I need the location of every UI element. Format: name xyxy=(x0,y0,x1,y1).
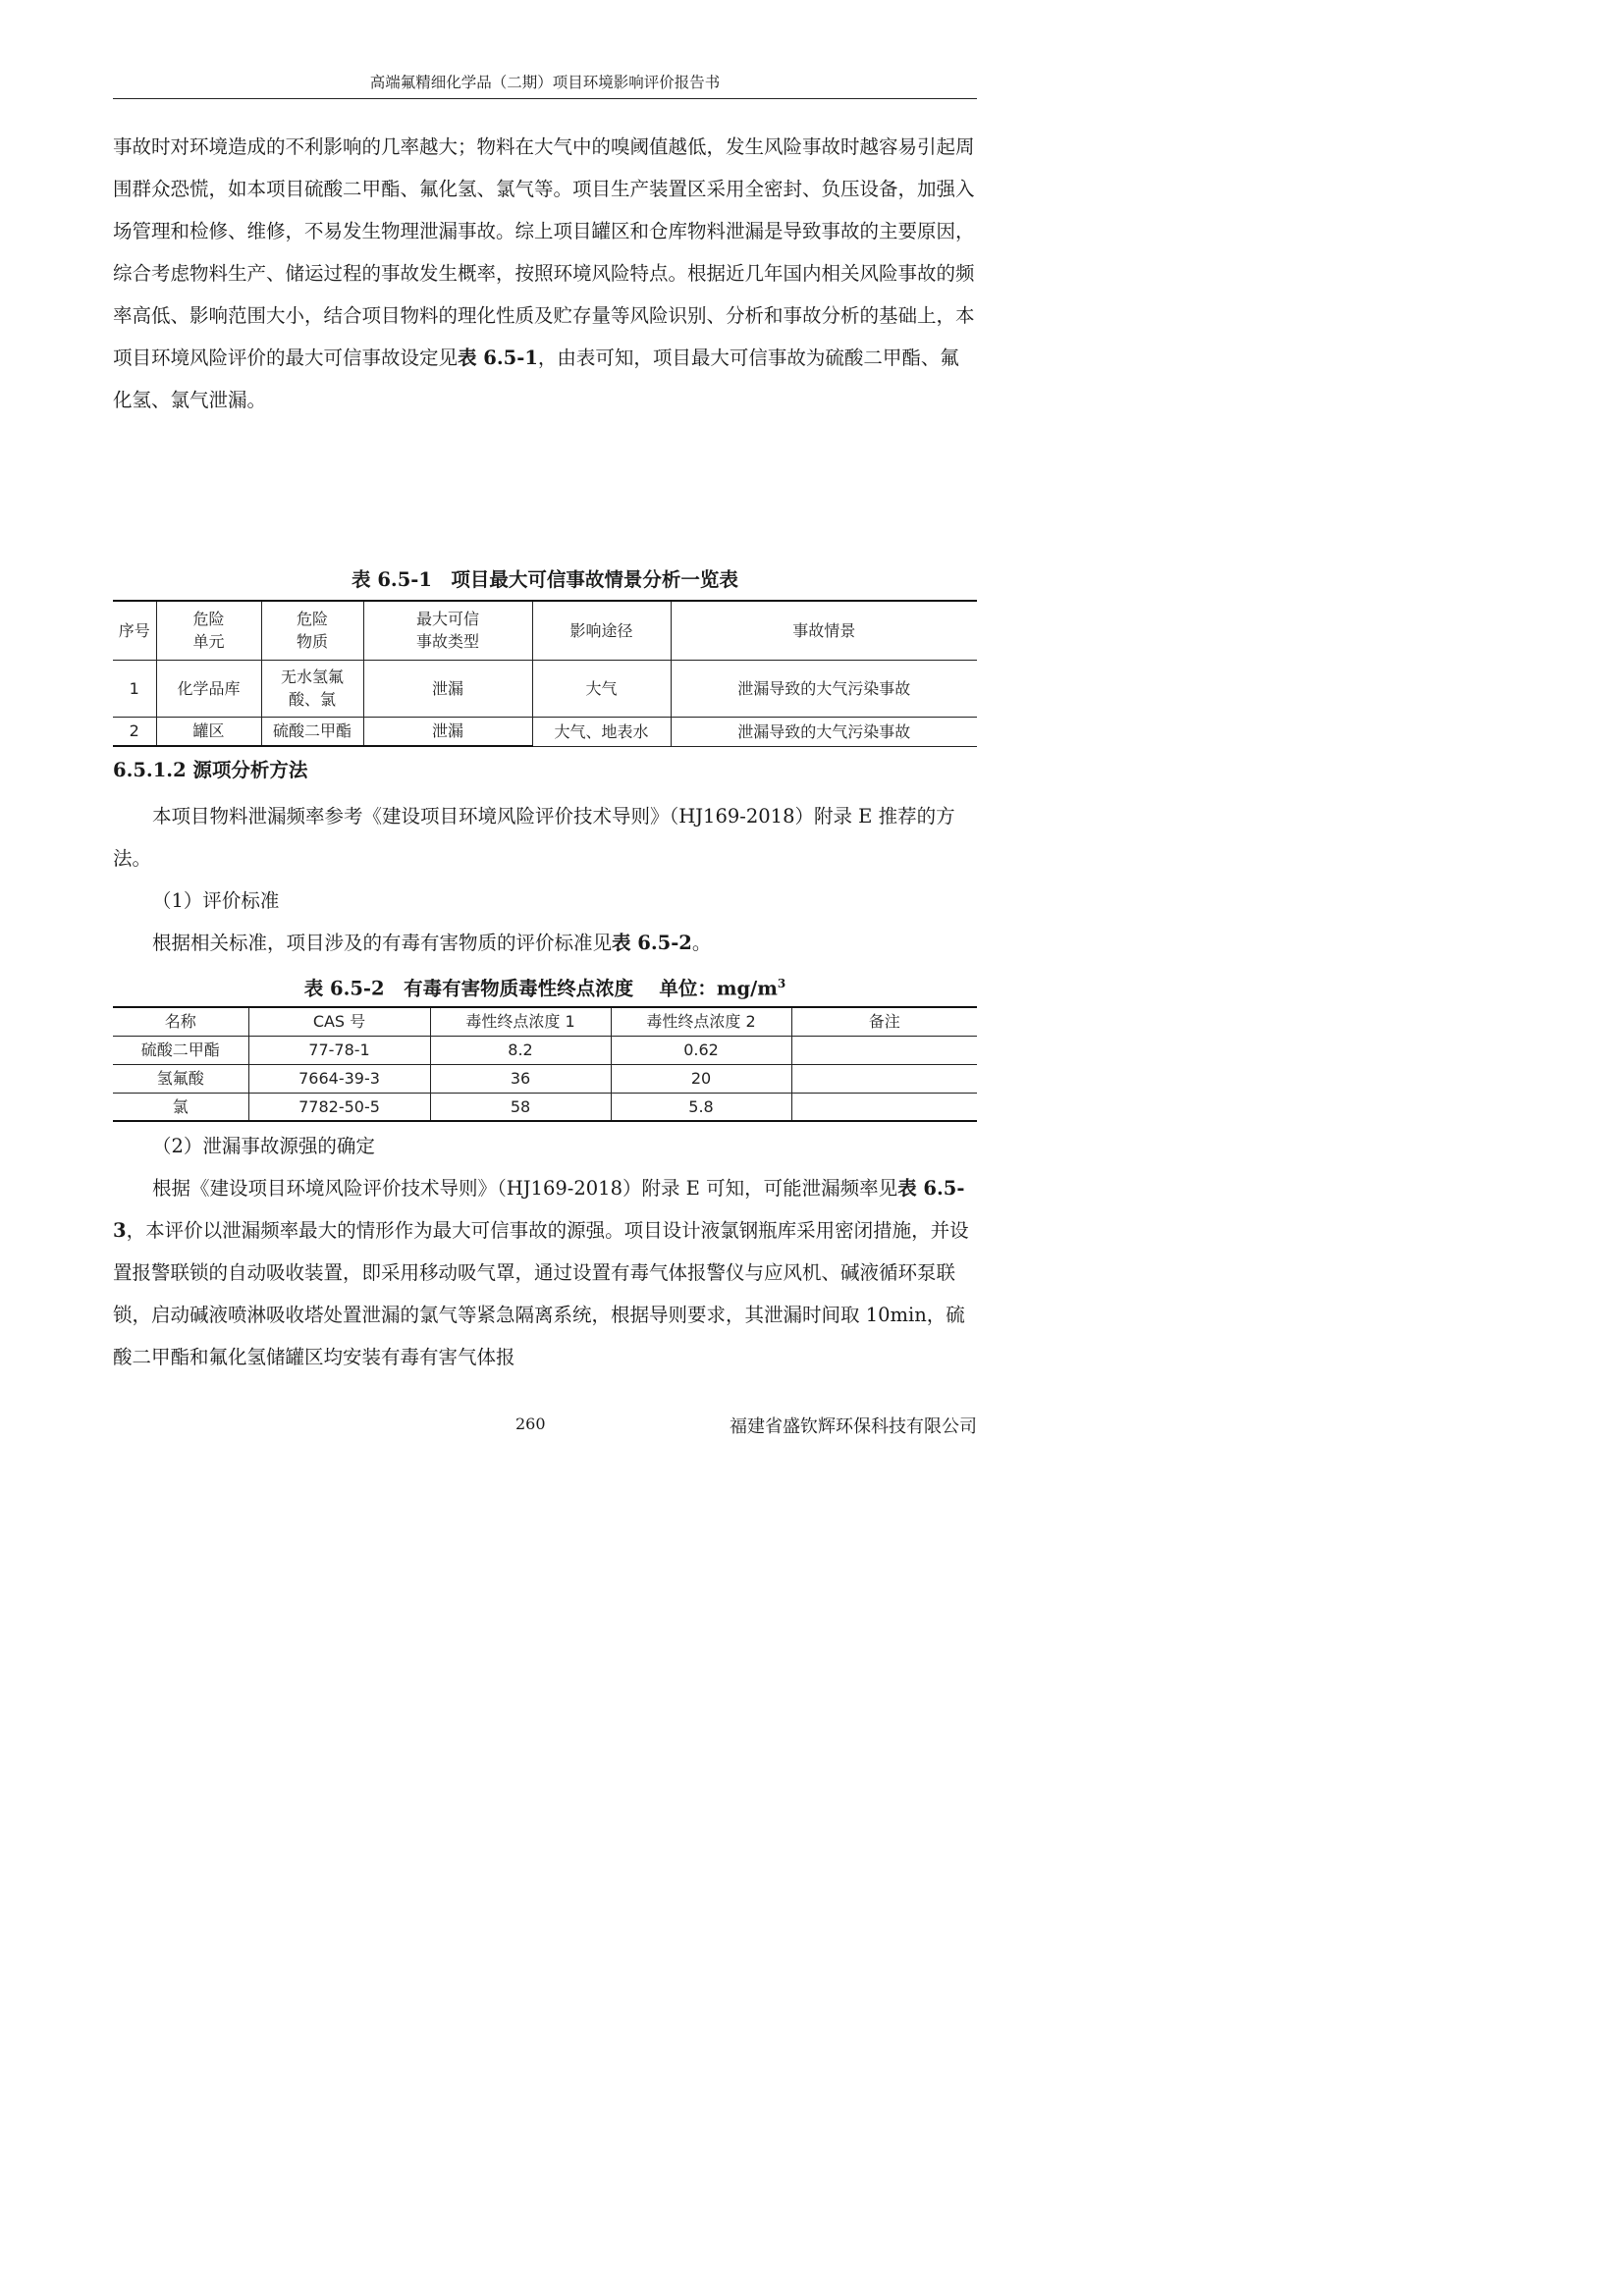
table-cell xyxy=(791,1093,977,1121)
table-cell: 2 xyxy=(113,717,156,746)
header-cell: 毒性终点浓度 2 xyxy=(611,1007,791,1036)
table-row xyxy=(113,717,977,746)
table-cell xyxy=(791,1064,977,1093)
table-reference: 表 6.5-1 xyxy=(458,347,538,369)
table-cell: 硫酸二甲酯 xyxy=(113,1036,248,1064)
table-cell: 58 xyxy=(430,1093,611,1121)
table-row xyxy=(113,660,977,717)
table-row xyxy=(113,1093,977,1121)
table-row xyxy=(113,1064,977,1093)
header-cell: 备注 xyxy=(791,1007,977,1036)
paragraph-method: 本项目物料泄漏频率参考《建设项目环境风险评价技术导则》（HJ169-2018）附录 E 推荐的方法。 xyxy=(113,805,955,870)
table-cell: 氢氟酸 xyxy=(113,1064,248,1093)
table-cell: 泄漏导致的大气污染事故 xyxy=(671,717,977,746)
header-cell: 危险 物质 xyxy=(261,601,363,660)
table-cell: 8.2 xyxy=(430,1036,611,1064)
table-header-row xyxy=(113,601,977,660)
table-cell: 0.62 xyxy=(611,1036,791,1064)
table-row xyxy=(113,1036,977,1064)
table-cell: 泄漏 xyxy=(363,717,532,746)
header-cell: 影响途径 xyxy=(532,601,671,660)
table-cell: 硫酸二甲酯 xyxy=(261,717,363,746)
table-cell: 氯 xyxy=(113,1093,248,1121)
table-cell: 大气 xyxy=(532,660,671,717)
page-number: 260 xyxy=(515,1415,546,1433)
header-cell: 事故情景 xyxy=(671,601,977,660)
paragraph-text: ，本评价以泄漏频率最大的情形作为最大可信事故的源强。项目设计液氯钢瓶库采用密闭措施，并设置报警联锁的自动吸收装置，即采用移动吸气罩，通过设置有毒气体报警仪与应风机、碱液循环泵联锁，启动碱液喷淋吸收塔处置泄漏的氯气等紧急隔离系统，根据导则要求，其泄漏时间取 10min，硫酸二甲酯和氟化氢储罐区均安装有毒有害气体报 xyxy=(113,1219,969,1368)
table-cell: 1 xyxy=(113,660,156,717)
header-cell: 毒性终点浓度 1 xyxy=(430,1007,611,1036)
header-cell: 序号 xyxy=(113,601,156,660)
header-cell: 名称 xyxy=(113,1007,248,1036)
paragraph-standard: 根据相关标准，项目涉及的有毒有害物质的评价标准见表 6.5-2。 xyxy=(151,932,712,954)
table-cell: 36 xyxy=(430,1064,611,1093)
header-cell: 最大可信 事故类型 xyxy=(363,601,532,660)
accident-scenario-table xyxy=(113,600,977,747)
paragraph-risk-summary xyxy=(113,126,977,421)
table-cell: 5.8 xyxy=(611,1093,791,1121)
table-cell: 7782-50-5 xyxy=(248,1093,430,1121)
header-cell: 危险 单元 xyxy=(156,601,261,660)
company-name: 福建省盛钦辉环保科技有限公司 xyxy=(730,1416,977,1437)
page-header xyxy=(113,67,977,99)
table-cell: 罐区 xyxy=(156,717,261,746)
paragraph-text: ，由表可知，项目最大可信事故为硫酸二甲酯、氟化氢、氯气泄漏。 xyxy=(113,347,959,411)
table-reference: 表 6.5-2 xyxy=(611,932,692,954)
caption-superscript: 3 xyxy=(777,977,786,990)
paragraph-text: 根据《建设项目环境风险评价技术导则》（HJ169-2018）附录 E 可知，可能泄漏频率见 xyxy=(151,1177,898,1200)
table-cell: 77-78-1 xyxy=(248,1036,430,1064)
table-cell: 化学品库 xyxy=(156,660,261,717)
table-cell: 7664-39-3 xyxy=(248,1064,430,1093)
section-heading: 6.5.1.2 源项分析方法 xyxy=(113,759,308,781)
paragraph-text: 根据相关标准，项目涉及的有毒有害物质的评价标准见 xyxy=(151,932,612,954)
table-cell: 泄漏 xyxy=(363,660,532,717)
table-header-row xyxy=(113,1007,977,1036)
list-item-standard: （1）评价标准 xyxy=(151,889,280,912)
toxicity-endpoint-table xyxy=(113,1006,977,1122)
table-reference: 表 6.5-3 xyxy=(113,1177,965,1242)
paragraph-text: 事故时对环境造成的不利影响的几率越大；物料在大气中的嗅阈值越低，发生风险事故时越容易引起周围群众恐慌，如本项目硫酸二甲酯、氟化氢、氯气等。项目生产装置区采用全密封、负压设备，加强入场管理和检修、维修，不易发生物理泄漏事故。综上项目罐区和仓库物料泄漏是导致事故的主要原因，综合考虑物料生产、储运过程的事故发生概率，按照环境风险特点。根据近几年国内相关风险事故的频率高低、影响范围大小，结合项目物料的理化性质及贮存量等风险识别、分析和事故分析的基础上，本项目环境风险评价的最大可信事故设定见 xyxy=(113,135,975,369)
header-cell: CAS 号 xyxy=(248,1007,430,1036)
table-cell xyxy=(791,1036,977,1064)
list-item-source-strength: （2）泄漏事故源强的确定 xyxy=(151,1135,375,1157)
table-caption: 表 6.5-1 项目最大可信事故情景分析一览表 xyxy=(352,568,738,591)
paragraph-source-strength xyxy=(113,1167,977,1378)
table-cell: 无水氢氟 酸、氯 xyxy=(261,660,363,717)
table-cell: 20 xyxy=(611,1064,791,1093)
header-title: 高端氟精细化学品（二期）项目环境影响评价报告书 xyxy=(369,74,721,91)
table-cell: 大气、地表水 xyxy=(532,717,671,746)
table-cell: 泄漏导致的大气污染事故 xyxy=(671,660,977,717)
table-caption: 表 6.5-2 有毒有害物质毒性终点浓度 单位：$mg/m^3$ xyxy=(303,977,786,1000)
